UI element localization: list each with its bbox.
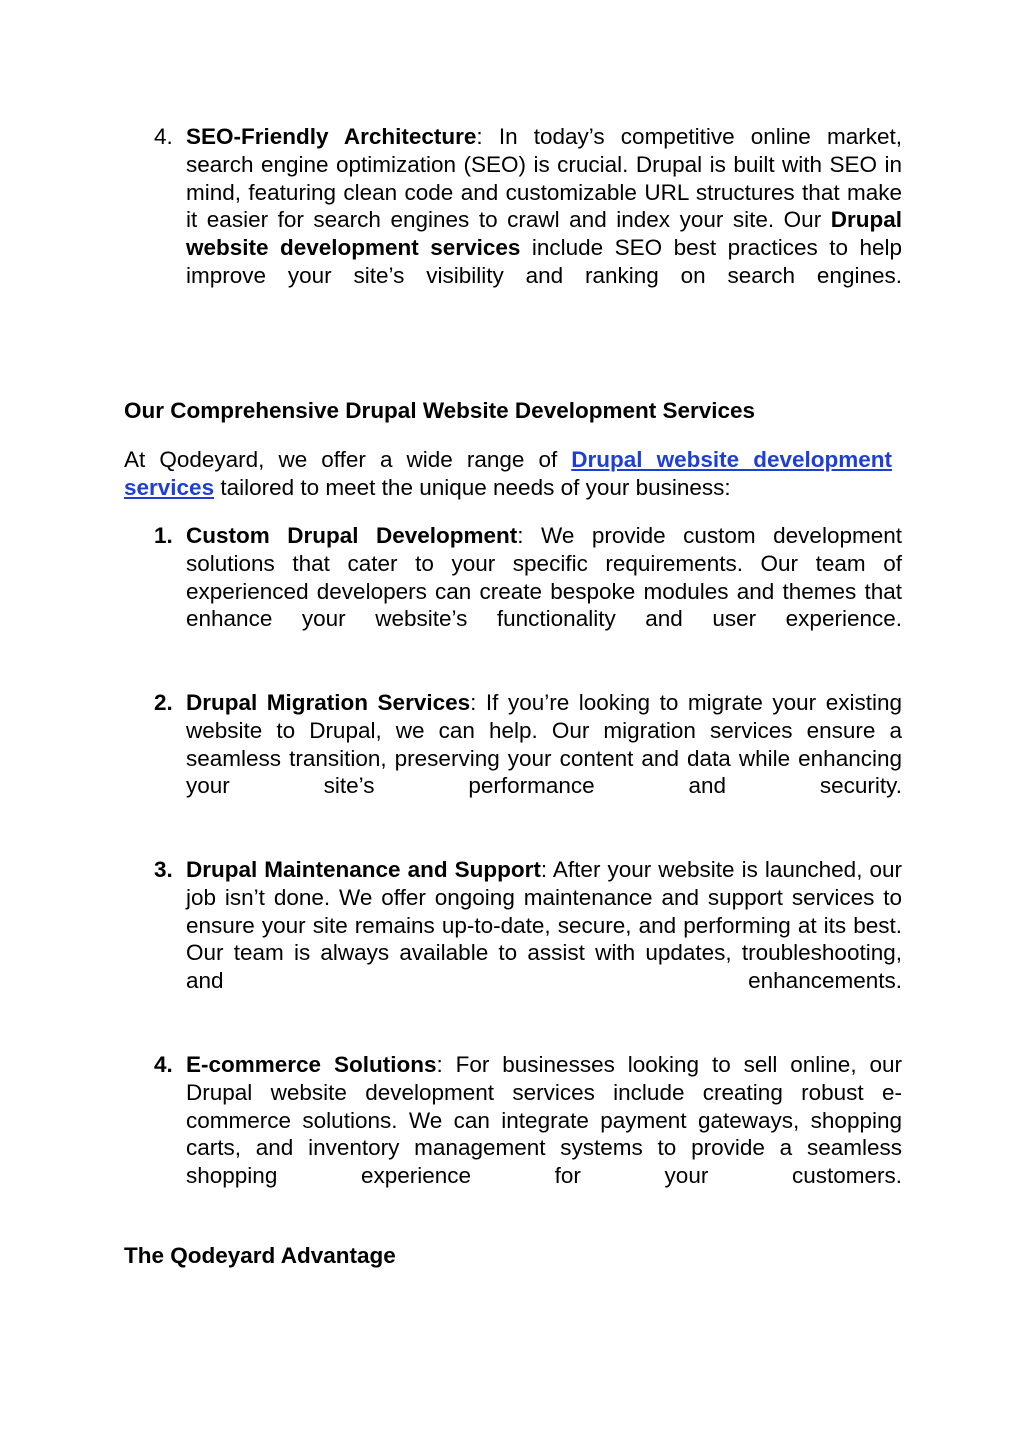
list-item-text-continued: include SEO best practices to help improve your site’s visibility and ranking on search engines. [186, 235, 902, 288]
list-item-custom-drupal-development [154, 522, 902, 633]
list-item-title: Drupal Migration Services [186, 690, 471, 715]
list-item-text: : If you’re looking to migrate your existing website to Drupal, we can help. Our migration services ensure a seamless transition, preserving your content and data while enhancing your site’s performance and security. [186, 690, 902, 799]
list-item-text: : In today’s competitive online market, search engine optimization (SEO) is crucial. Drupal is built with SEO in mind, featuring clean code and customizable URL structures that make it easier for search engines to crawl and index your site. Our [186, 124, 902, 233]
list-item-drupal-migration-services [154, 689, 902, 800]
intro-text-continued: tailored to meet the unique needs of your business: [214, 475, 731, 500]
list-item-ecommerce-solutions [154, 1051, 902, 1190]
list-item-text: : After your website is launched, our job isn’t done. We offer ongoing maintenance and support services to ensure your site remains up-to-date, secure, and performing at its best. Our team is always available to assist with updates, troubleshooting, and enhancements. [186, 857, 902, 994]
section-heading-services: Our Comprehensive Drupal Website Development Services [124, 398, 756, 423]
list-item-number: 3. [154, 857, 173, 882]
list-item-drupal-maintenance-support [154, 856, 902, 995]
drupal-services-link-continued[interactable]: services [124, 475, 215, 500]
list-item-text: : We provide custom development solutions that cater to your specific requirements. Our team of experienced developers can create bespoke modules and themes that enhance your website’s functionality and user experience. [186, 523, 902, 632]
list-item-seo-friendly-architecture [154, 123, 902, 290]
section-heading-advantage: The Qodeyard Advantage [124, 1243, 396, 1268]
list-item-number: 2. [154, 690, 173, 715]
list-item-title: Drupal Maintenance and Support [186, 857, 541, 882]
intro-line-1 [124, 446, 892, 474]
list-item-text: : For businesses looking to sell online, our Drupal website development services include creating robust e-commerce solutions. We can integrate payment gateways, shopping carts, and inventory management systems to provide a seamless shopping experience for your customers. [186, 1052, 902, 1189]
list-item-number: 4. [154, 1052, 173, 1077]
list-item-title: E-commerce Solutions [186, 1052, 437, 1077]
bold-phrase: Drupal website development services [186, 207, 902, 261]
intro-paragraph [124, 446, 892, 502]
intro-text: At Qodeyard, we offer a wide range of [124, 447, 572, 472]
list-item-number: 4. [154, 124, 173, 149]
list-item-title: SEO-Friendly Architecture [186, 124, 477, 149]
list-item-number: 1. [154, 523, 173, 548]
list-item-title: Custom Drupal Development [186, 523, 518, 548]
drupal-services-link[interactable]: Drupal website development [571, 447, 892, 472]
